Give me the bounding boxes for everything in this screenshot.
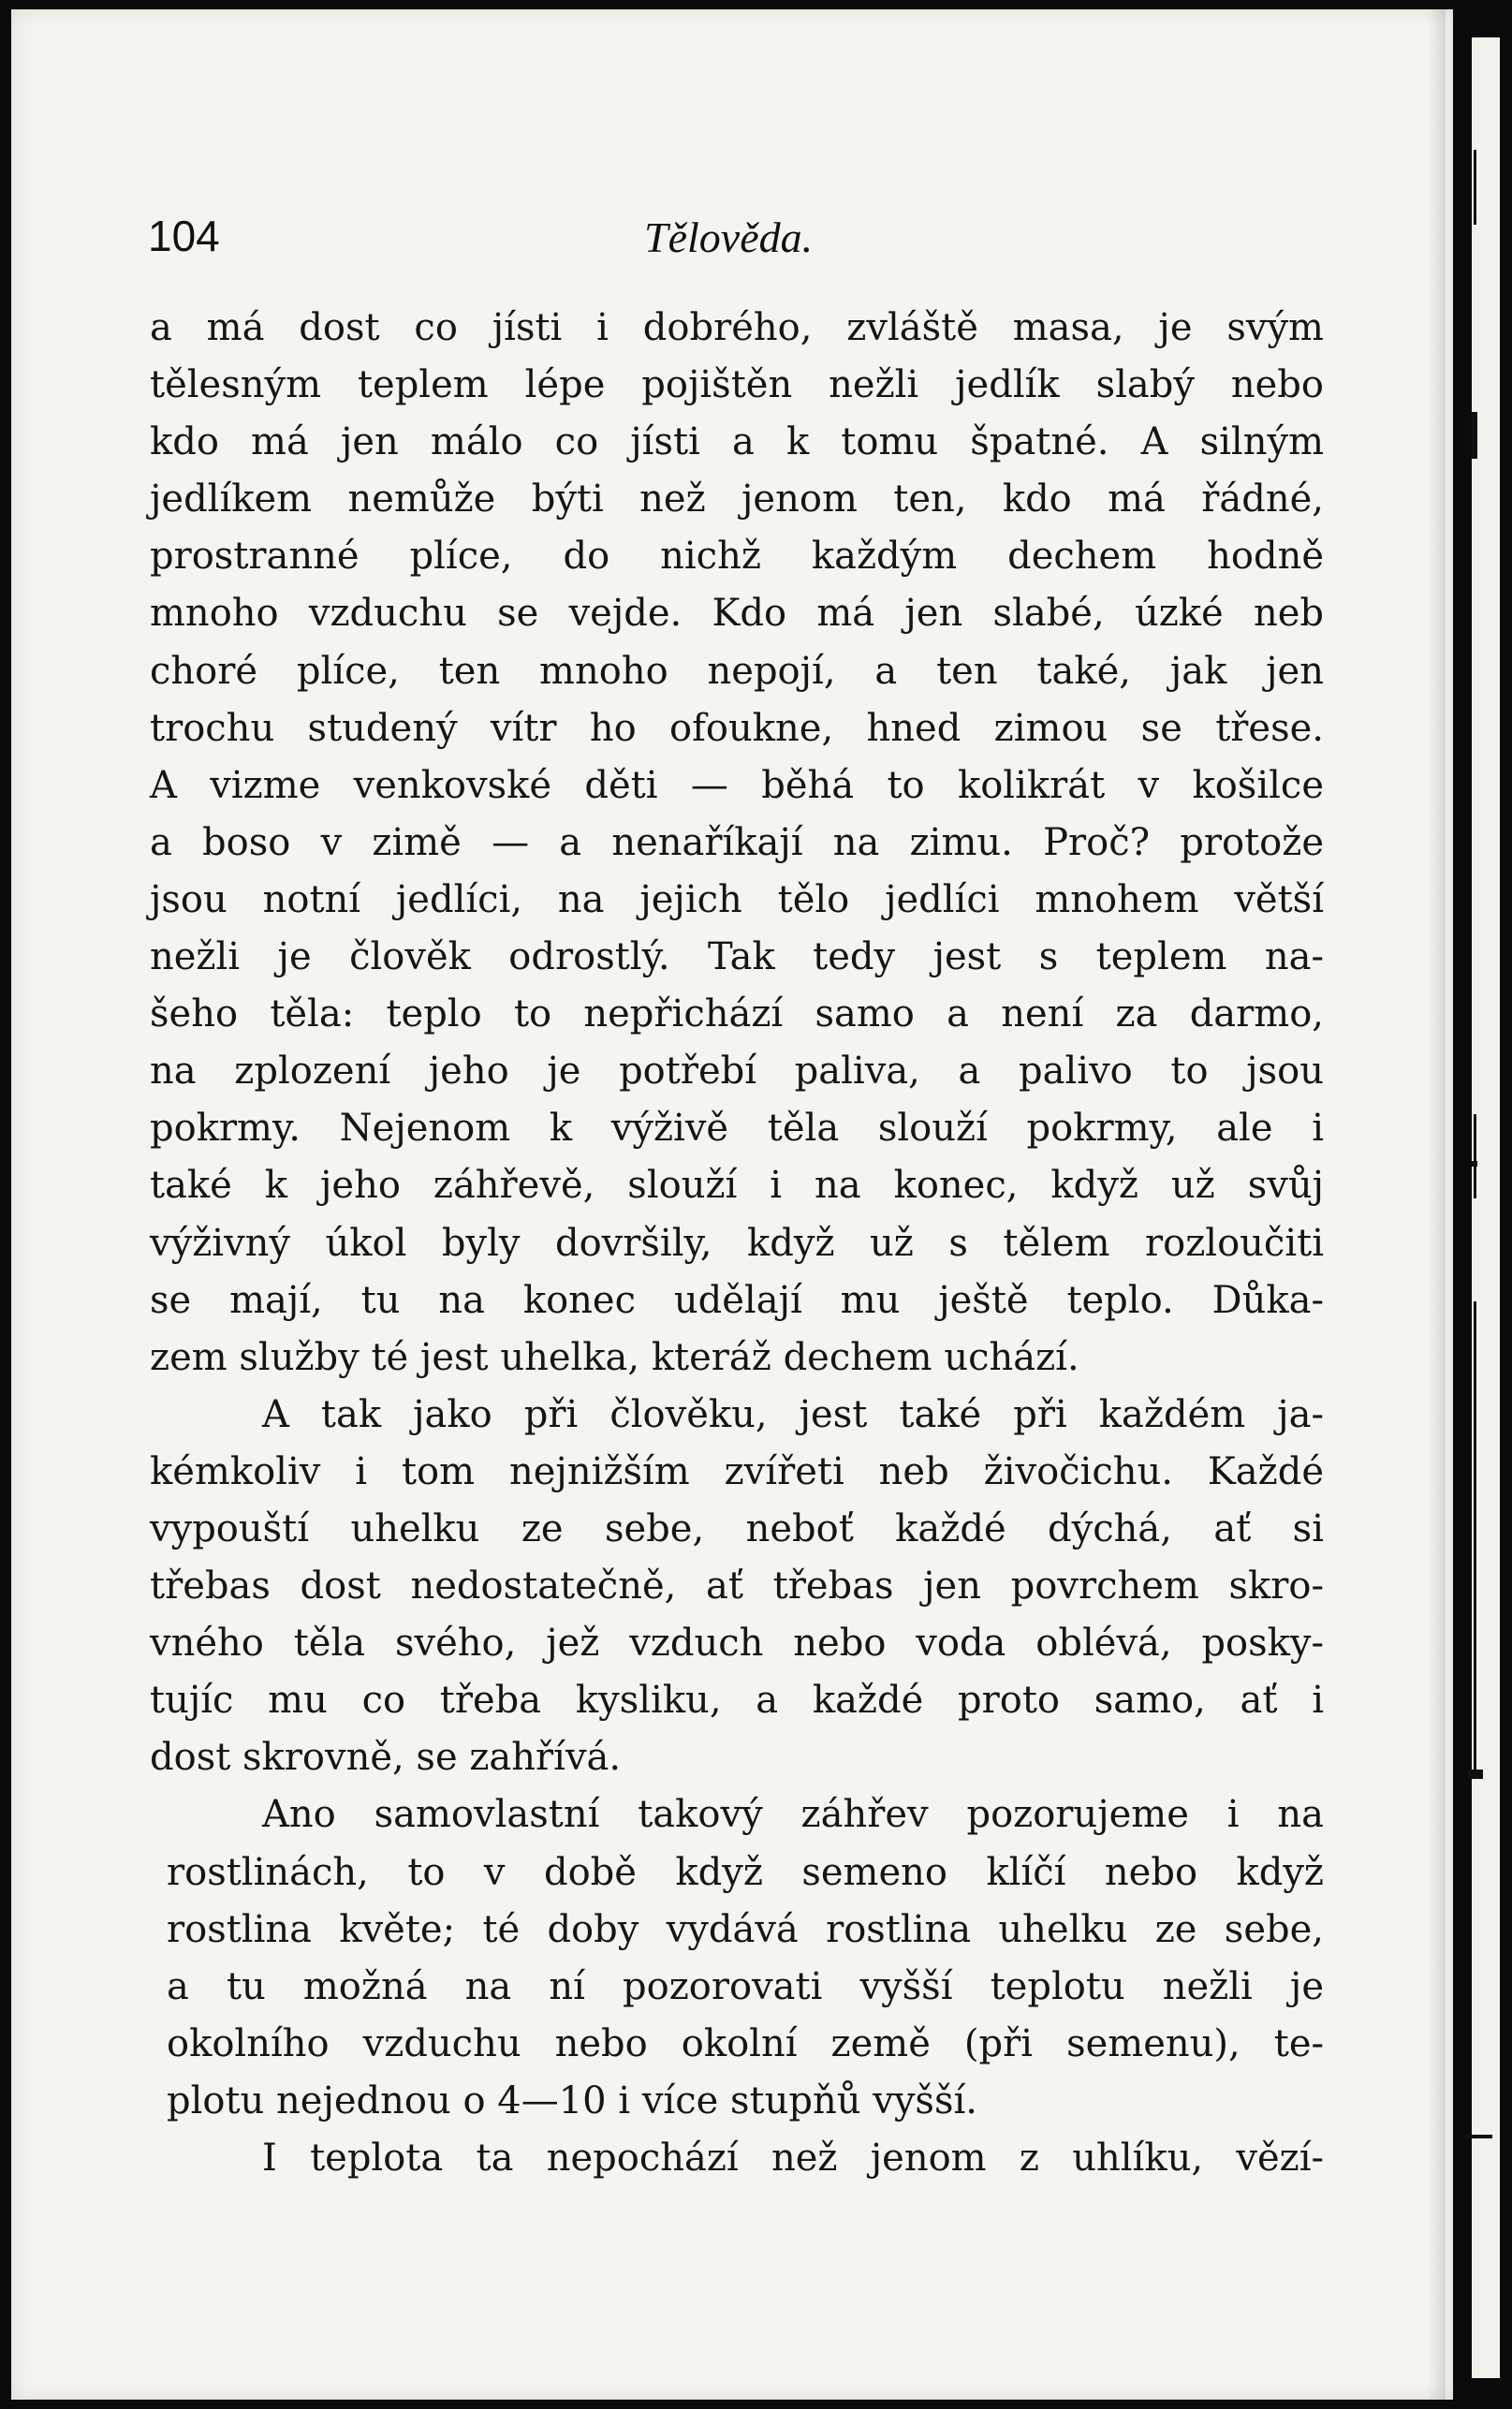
page-edge-mark xyxy=(1472,1161,1477,1167)
text-line: zem služby té jest uhelka, kteráž dechem uchází. xyxy=(150,1335,1079,1379)
body-text xyxy=(150,300,1324,2187)
text-line: jsou notní jedlíci, na jejich tělo jedlíci mnohem větší xyxy=(150,877,1324,921)
running-head: Tělověda. xyxy=(644,213,814,261)
text-line: rostlinách, to v době když semeno klíčí nebo když xyxy=(167,1850,1324,1894)
adjacent-page-edge xyxy=(1472,37,1500,2378)
text-line: dost skrovně, se zahřívá. xyxy=(150,1736,622,1780)
text-line: pokrmy. Nejenom k výživě těla slouží pokrmy, ale i xyxy=(150,1107,1324,1151)
text-line: A vizme venkovské děti — běhá to kolikrát v košilce xyxy=(150,763,1324,807)
text-line: třebas dost nedostatečně, ať třebas jen povrchem skro- xyxy=(150,1564,1324,1608)
page-edge-mark xyxy=(1474,1301,1476,1770)
text-line: kémkoliv i tom nejnižším zvířeti neb živočichu. Každé xyxy=(150,1449,1324,1493)
page-edge-mark xyxy=(1468,1770,1483,1779)
text-line: mnoho vzduchu se vejde. Kdo má jen slabé, úzké neb xyxy=(150,592,1324,636)
page-edge-mark xyxy=(1464,2135,1492,2138)
text-line: vného těla svého, jež vzduch nebo voda oblévá, posky- xyxy=(150,1622,1324,1666)
text-line: Ano samovlastní takový záhřev pozorujeme i na xyxy=(262,1793,1324,1837)
text-line: rostlina květe; té doby vydává rostlina uhelku ze sebe, xyxy=(167,1907,1324,1951)
text-line: a tu možná na ní pozorovati vyšší teplotu nežli je xyxy=(167,1964,1324,2008)
text-line: trochu studený vítr ho ofoukne, hned zimou se třese. xyxy=(150,706,1324,750)
text-line: vypouští uhelku ze sebe, neboť každé dýchá, ať si xyxy=(150,1506,1324,1550)
text-line: a má dost co jísti i dobrého, zvláště masa, je svým xyxy=(150,306,1324,349)
page-header xyxy=(148,211,1329,276)
text-line: tělesným teplem lépe pojištěn nežli jedlík slabý nebo xyxy=(150,363,1324,407)
text-line: na zplození jeho je potřebí paliva, a palivo to jsou xyxy=(150,1050,1324,1094)
page-edge-mark xyxy=(1474,150,1476,225)
text-line: šeho těla: teplo to nepřichází samo a není za darmo, xyxy=(150,992,1324,1036)
text-line: se mají, tu na konec udělají mu ještě teplo. Důka- xyxy=(150,1278,1324,1322)
text-line: okolního vzduchu nebo okolní země (při semenu), te- xyxy=(167,2021,1324,2065)
text-line: také k jeho záhřevě, slouží i na konec, když už svůj xyxy=(150,1164,1324,1208)
text-line: a boso v zimě — a nenaříkají na zimu. Proč? protože xyxy=(150,820,1324,864)
page-number: 104 xyxy=(148,212,220,260)
text-line: plotu nejednou o 4—10 i více stupňů vyšší. xyxy=(167,2078,977,2123)
text-line: nežli je člověk odrostlý. Tak tedy jest s teplem na- xyxy=(150,935,1324,979)
page-edge-mark xyxy=(1474,1114,1476,1198)
text-line: výživný úkol byly dovršily, když už s tělem rozloučiti xyxy=(150,1221,1324,1265)
text-line: I teplota ta nepochází než jenom z uhlíku, vězí- xyxy=(262,2137,1324,2180)
text-line: jedlíkem nemůže býti než jenom ten, kdo má řádné, xyxy=(150,477,1324,521)
text-line: A tak jako při člověku, jest také při každém ja- xyxy=(262,1392,1324,1436)
text-line: kdo má jen málo co jísti a k tomu špatné. A silným xyxy=(150,420,1324,464)
page-edge-mark xyxy=(1472,412,1477,459)
text-line: tujíc mu co třeba kysliku, a každé proto samo, ať i xyxy=(150,1679,1324,1723)
text-line: choré plíce, ten mnoho nepojí, a ten také, jak jen xyxy=(150,649,1324,693)
text-line: prostranné plíce, do nichž každým dechem hodně xyxy=(150,535,1324,579)
